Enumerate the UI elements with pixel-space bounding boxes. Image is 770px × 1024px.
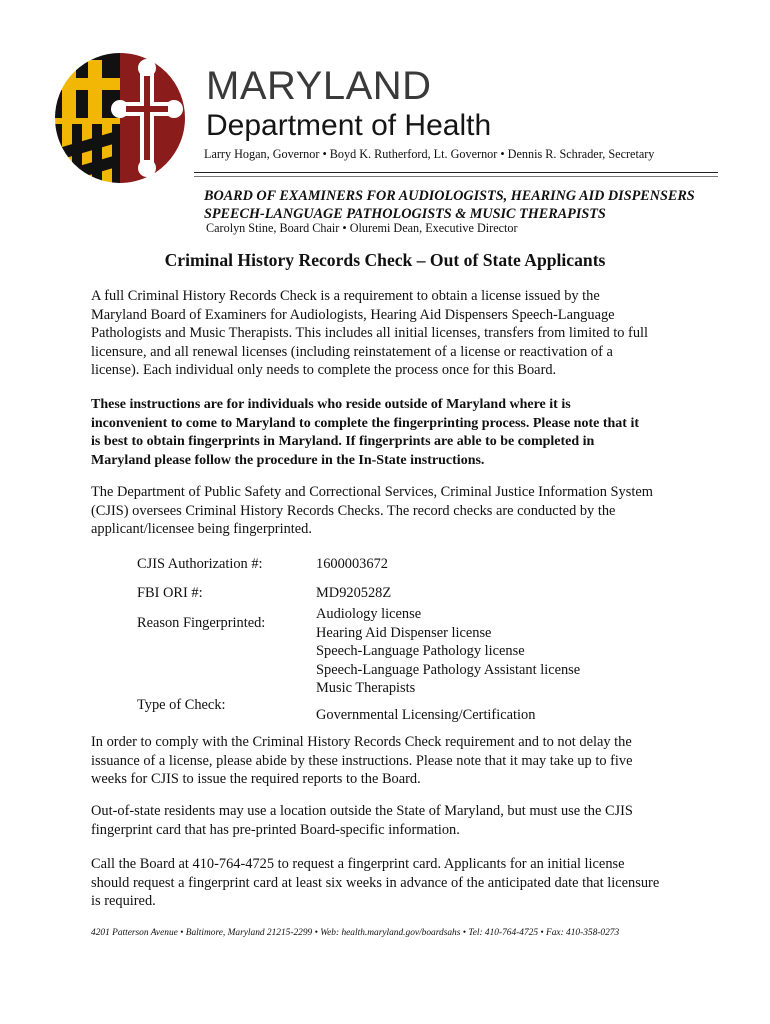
text-line: applicant/licensee being fingerprinted. bbox=[91, 521, 312, 537]
out-of-state-paragraph bbox=[91, 802, 691, 839]
text-line: Maryland Board of Examiners for Audiologists, Hearing Aid Dispensers Speech-Language bbox=[91, 306, 615, 323]
text-line: weeks for CJIS to issue the required reports to the Board. bbox=[91, 771, 421, 787]
cjis-auth-label: CJIS Authorization #: bbox=[137, 556, 263, 572]
board-name-line2: SPEECH-LANGUAGE PATHOLOGISTS & MUSIC THERAPISTS bbox=[204, 206, 606, 222]
text-line: should request a fingerprint card at least six weeks in advance of the anticipated date that licensure bbox=[91, 874, 660, 891]
intro-paragraph bbox=[91, 287, 691, 380]
org-name: MARYLAND bbox=[206, 64, 432, 108]
text-line: license). Each individual only needs to complete the process once for this Board. bbox=[91, 362, 557, 378]
text-line: inconvenient to come to Maryland to complete the fingerprinting process. Please note that it bbox=[91, 415, 639, 431]
text-line: Maryland please follow the procedure in the In-State instructions. bbox=[91, 452, 485, 468]
fbi-ori-label: FBI ORI #: bbox=[137, 585, 203, 601]
reason-item: Music Therapists bbox=[316, 680, 416, 696]
state-officials: Larry Hogan, Governor • Boyd K. Rutherford, Lt. Governor • Dennis R. Schrader, Secretary bbox=[204, 147, 655, 161]
reason-item: Speech-Language Pathology Assistant license bbox=[316, 661, 581, 678]
department-name: Department of Health bbox=[206, 109, 492, 142]
text-line: A full Criminal History Records Check is a requirement to obtain a license issued by the bbox=[91, 288, 600, 304]
cjis-auth-value: 1600003672 bbox=[316, 556, 388, 572]
text-line: fingerprint card that has pre-printed Board-specific information. bbox=[91, 821, 460, 838]
type-value: Governmental Licensing/Certification bbox=[316, 707, 536, 723]
text-line: issuance of a license, please abide by these instructions. Please note that it may take up to five bbox=[91, 752, 633, 769]
text-line: Call the Board at 410-764-4725 to request a fingerprint card. Applicants for an initial license bbox=[91, 856, 625, 872]
reason-label: Reason Fingerprinted: bbox=[137, 615, 266, 631]
text-line: In order to comply with the Criminal History Records Check requirement and to not delay the bbox=[91, 734, 632, 750]
header-divider bbox=[194, 172, 718, 173]
text-line: licensure, and all renewal licenses (including reinstatement of a license or reactivation of a bbox=[91, 343, 613, 360]
maryland-health-logo bbox=[52, 50, 188, 186]
reason-list bbox=[316, 605, 580, 698]
text-line: Out-of-state residents may use a location outside the State of Maryland, but must use the CJIS bbox=[91, 803, 633, 819]
cjis-paragraph bbox=[91, 483, 691, 539]
text-line: is required. bbox=[91, 893, 156, 909]
fbi-ori-value: MD920528Z bbox=[316, 585, 392, 601]
reason-item: Audiology license bbox=[316, 606, 422, 622]
board-name bbox=[204, 187, 695, 223]
text-line: The Department of Public Safety and Correctional Services, Criminal Justice Information System bbox=[91, 484, 653, 500]
reason-item: Speech-Language Pathology license bbox=[316, 643, 525, 659]
footer-contact: 4201 Patterson Avenue • Baltimore, Maryland 21215-2299 • Web: health.maryland.gov/boardsahs • Tel: 410-764-4725 • Fax: 410-358-0273 bbox=[91, 928, 620, 938]
notice-paragraph bbox=[91, 396, 691, 470]
text-line: Pathologists and Music Therapists. This includes all initial licenses, transfers from limited to full bbox=[91, 325, 649, 341]
text-line: (CJIS) oversees Criminal History Records Checks. The record checks are conducted by the bbox=[91, 502, 616, 519]
call-paragraph bbox=[91, 855, 691, 911]
page-title: Criminal History Records Check – Out of State Applicants bbox=[164, 250, 606, 270]
board-people: Carolyn Stine, Board Chair • Oluremi Dean, Executive Director bbox=[206, 221, 518, 235]
reason-item: Hearing Aid Dispenser license bbox=[316, 624, 492, 641]
type-label: Type of Check: bbox=[137, 697, 226, 713]
header-divider-secondary bbox=[194, 176, 718, 177]
text-line: is best to obtain fingerprints in Maryland. If fingerprints are able to be completed in bbox=[91, 434, 595, 449]
text-line: These instructions are for individuals who reside outside of Maryland where it is bbox=[91, 397, 571, 412]
board-name-line1: BOARD OF EXAMINERS FOR AUDIOLOGISTS, HEARING AID DISPENSERS bbox=[204, 188, 695, 204]
comply-paragraph bbox=[91, 733, 691, 789]
